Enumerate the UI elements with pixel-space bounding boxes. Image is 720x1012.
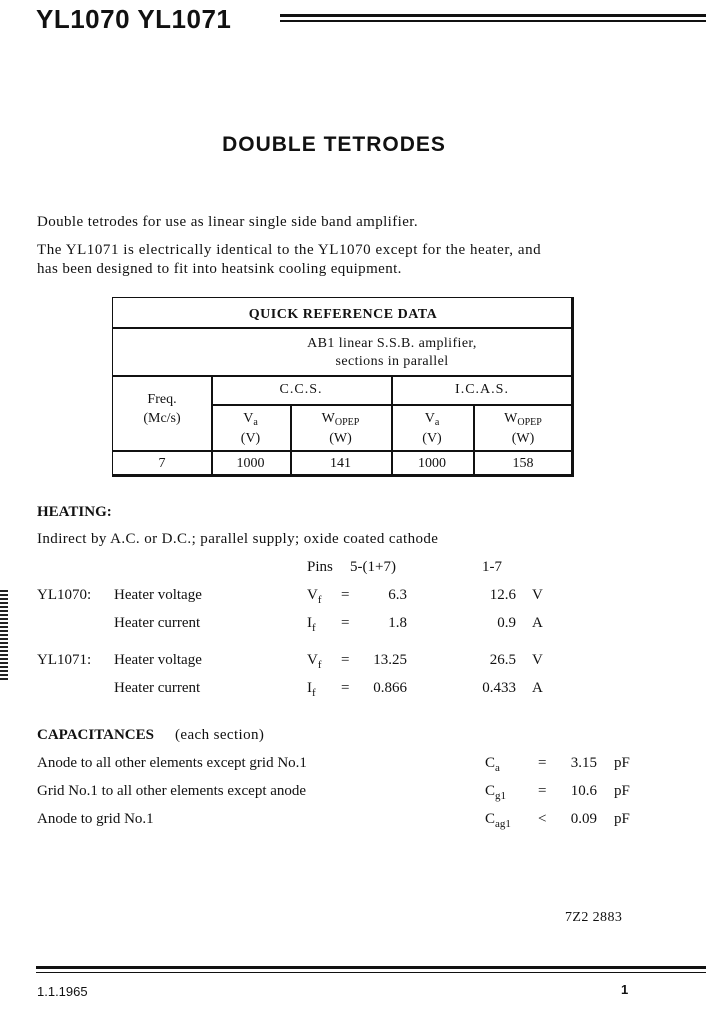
heating-unit: A — [532, 680, 543, 696]
heating-symbol: $V_f$ — [307, 587, 322, 606]
header-rule-bottom — [280, 20, 706, 22]
capacitance-value: 0.09 — [570, 811, 597, 827]
heating-value-b: 0.433 — [482, 680, 516, 696]
heating-row-label: Heater voltage — [114, 652, 202, 668]
table-divider — [113, 375, 571, 377]
row-icas-w: 158 — [512, 456, 534, 471]
capacitance-operator: = — [538, 755, 547, 771]
pins-b: 1-7 — [482, 559, 502, 575]
heating-unit: V — [532, 652, 543, 668]
icas-va-header: $V_a$ (V) — [422, 411, 442, 446]
heating-operator: = — [341, 587, 350, 603]
table-mode-line-1: AB1 linear S.S.B. amplifier, — [307, 336, 477, 351]
pins-a: 5-(1+7) — [350, 559, 396, 575]
capacitance-label: Anode to all other elements except grid No.1 — [37, 755, 307, 771]
heating-operator: = — [341, 652, 350, 668]
heating-value-b: 0.9 — [497, 615, 516, 631]
freq-unit: (Mc/s) — [143, 411, 181, 426]
heating-description: Indirect by A.C. or D.C.; parallel supply; oxide coated cathode — [37, 531, 439, 547]
heating-unit: V — [532, 587, 543, 603]
footer-rule-top — [36, 966, 706, 969]
heating-operator: = — [341, 680, 350, 696]
heating-row-label: Heater voltage — [114, 587, 202, 603]
table-divider — [113, 450, 571, 452]
capacitance-operator: < — [538, 811, 547, 827]
capacitance-value: 10.6 — [570, 783, 597, 799]
capacitances-note: (each section) — [175, 727, 265, 743]
capacitance-symbol: $C_{g1}$ — [485, 783, 507, 802]
capacitance-unit: pF — [614, 783, 630, 799]
heating-operator: = — [341, 615, 350, 631]
capacitance-label: Anode to grid No.1 — [37, 811, 154, 827]
footer-rule-bottom — [36, 972, 706, 973]
table-mode-line-2: sections in parallel — [335, 354, 449, 369]
ccs-header: C.C.S. — [279, 382, 323, 397]
scan-mark — [0, 590, 8, 680]
heating-value-b: 12.6 — [489, 587, 516, 603]
intro-line-1: Double tetrodes for use as linear single side band amplifier. — [37, 214, 418, 230]
ccs-w-header: $W_{OPEP}$ (W) — [321, 411, 360, 446]
row-icas-va: 1000 — [418, 456, 446, 471]
heating-symbol: $I_f$ — [307, 615, 316, 634]
capacitance-unit: pF — [614, 755, 630, 771]
footer-date: 1.1.1965 — [37, 984, 88, 999]
heating-heading: HEATING: — [37, 504, 112, 520]
intro-line-3: has been designed to fit into heatsink cooling equipment. — [37, 261, 402, 277]
heating-unit: A — [532, 615, 543, 631]
capacitance-unit: pF — [614, 811, 630, 827]
capacitance-value: 3.15 — [570, 755, 597, 771]
heating-tube-label: YL1070: — [37, 587, 92, 603]
heating-tube-label: YL1071: — [37, 652, 92, 668]
heating-value-a: 0.866 — [373, 680, 407, 696]
heating-value-a: 13.25 — [373, 652, 407, 668]
row-ccs-va: 1000 — [236, 456, 265, 471]
heating-row-label: Heater current — [114, 615, 201, 631]
ccs-va-header: $V_a$ (V) — [240, 411, 261, 446]
heating-symbol: $V_f$ — [307, 652, 322, 671]
page-title: DOUBLE TETRODES — [222, 133, 446, 156]
capacitance-label: Grid No.1 to all other elements except anode — [37, 783, 307, 799]
pins-label: Pins — [307, 559, 333, 575]
heating-symbol: $I_f$ — [307, 680, 316, 699]
capacitance-symbol: $C_{ag1}$ — [485, 811, 511, 830]
heating-value-a: 1.8 — [388, 615, 407, 631]
table-title: QUICK REFERENCE DATA — [248, 307, 438, 322]
capacitance-operator: = — [538, 783, 547, 799]
figure-ref-code: 7Z2 2883 — [565, 910, 623, 925]
header-rule-top — [280, 14, 706, 17]
heating-row-label: Heater current — [114, 680, 201, 696]
heating-value-b: 26.5 — [489, 652, 516, 668]
heating-value-a: 6.3 — [388, 587, 407, 603]
document-header-title: YL1070 YL1071 — [36, 4, 232, 34]
footer-page-number: 1 — [621, 982, 629, 997]
quick-reference-table — [112, 297, 574, 477]
freq-label: Freq. — [147, 392, 177, 407]
row-freq: 7 — [158, 456, 166, 471]
icas-header: I.C.A.S. — [455, 382, 509, 397]
capacitances-heading: CAPACITANCES — [37, 727, 154, 743]
table-divider — [113, 327, 571, 329]
row-ccs-w: 141 — [330, 456, 351, 471]
capacitance-symbol: $C_a$ — [485, 755, 500, 774]
intro-line-2: The YL1071 is electrically identical to the YL1070 except for the heater, and — [37, 242, 542, 258]
icas-w-header: $W_{OPEP}$ (W) — [504, 411, 542, 446]
